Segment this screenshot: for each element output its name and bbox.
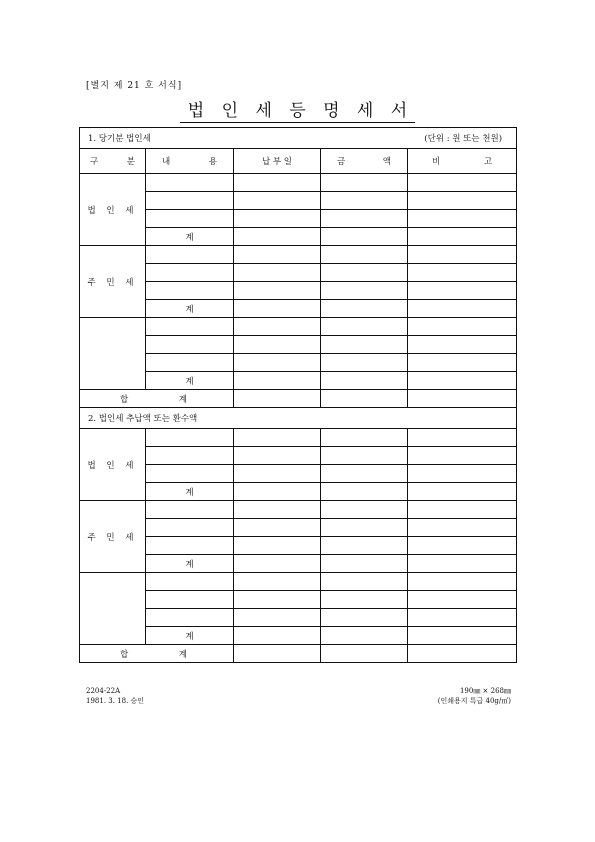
document-title: 법 인 세 등 명 세 서 (0, 96, 595, 121)
col-amount: 금 액 (321, 149, 408, 174)
subtotal-label: 계 (146, 483, 234, 501)
form-number-label: [별지 제 21 호 서식] (86, 81, 183, 91)
subtotal-label: 계 (146, 627, 234, 645)
footer-left (86, 686, 144, 706)
section2-header (80, 408, 517, 429)
section2-heading: 2. 법인세 추납액 또는 환수액 (88, 414, 198, 424)
unit-note: (단위 : 원 또는 천원) (424, 134, 503, 144)
subtotal-label: 계 (146, 300, 234, 318)
col-remarks: 비 고 (408, 149, 517, 174)
form-code: 2204-22A (86, 687, 121, 695)
row-label-blank (80, 573, 146, 645)
paper-spec: (인쇄용지 특급 40g/㎡) (437, 697, 511, 705)
row-label-corporate-tax: 법 인 세 (80, 429, 146, 501)
column-header-row (80, 149, 517, 174)
subtotal-label: 계 (146, 228, 234, 246)
subtotal-label: 계 (146, 555, 234, 573)
section1-header (80, 128, 517, 149)
section1-heading: 1. 당기분 법인세 (88, 134, 151, 144)
row-label-resident-tax: 주 민 세 (80, 246, 146, 318)
row-label-corporate-tax: 법 인 세 (80, 174, 146, 246)
row-label-blank (80, 318, 146, 390)
grand-total-row (80, 390, 517, 408)
approval-date: 1981. 3. 18. 승인 (86, 697, 145, 705)
subtotal-label: 계 (146, 372, 234, 390)
col-naeyong: 내 용 (146, 149, 234, 174)
grand-total-label: 합 계 (80, 645, 234, 663)
col-payment-date: 납 부 일 (234, 149, 321, 174)
tax-statement-table (79, 127, 517, 663)
col-gubun: 구 분 (80, 149, 146, 174)
grand-total-row (80, 645, 517, 663)
footer-right (438, 686, 511, 706)
grand-total-label: 합 계 (80, 390, 234, 408)
row-label-resident-tax: 주 민 세 (80, 501, 146, 573)
paper-size: 190㎜ × 268㎜ (459, 687, 511, 695)
